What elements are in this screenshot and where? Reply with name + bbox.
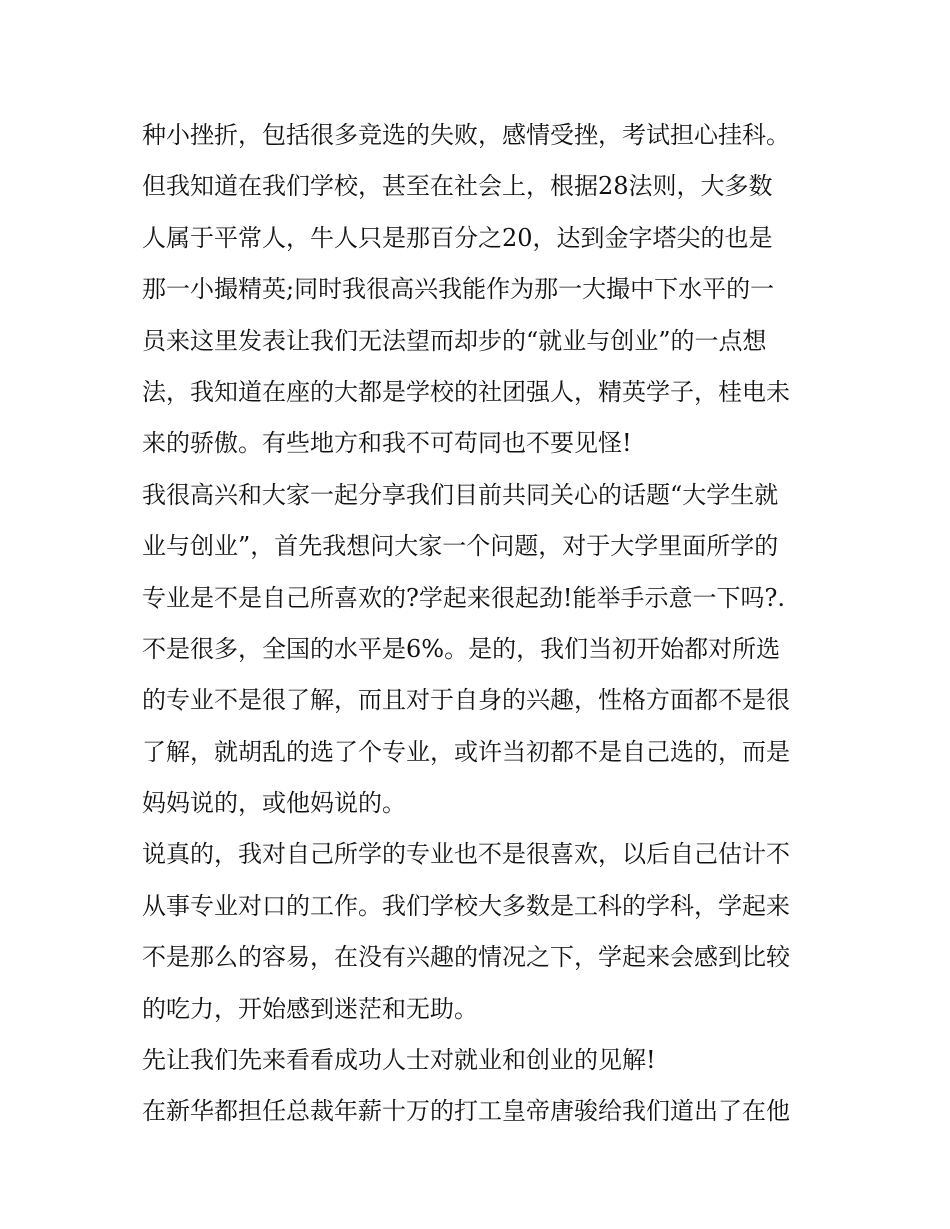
text-line: 专业是不是自己所喜欢的?学起来很起劲!能举手示意一下吗?. [142, 583, 786, 612]
text-line: 不是那么的容易，在没有兴趣的情况之下，学起来会感到比较 [142, 943, 790, 972]
text-line: 但我知道在我们学校，甚至在社会上，根据28法则，大多数 [142, 172, 773, 201]
body-text [142, 110, 822, 1138]
text-line: 妈妈说的，或他妈说的。 [142, 789, 406, 818]
text-line: 从事专业对口的工作。我们学校大多数是工科的学科，学起来 [142, 891, 790, 920]
text-line: 种小挫折，包括很多竞选的失败，感情受挫，考试担心挂科。 [142, 121, 790, 149]
text-line: 的专业不是很了解，而且对于自身的兴趣，性格方面都不是很 [142, 686, 790, 715]
text-line: 我很高兴和大家一起分享我们目前共同关心的话题“大学生就 [142, 480, 779, 509]
text-line: 了解，就胡乱的选了个专业，或许当初都不是自己选的，而是 [142, 737, 790, 766]
text-line: 的吃力，开始感到迷茫和无助。 [142, 994, 478, 1023]
text-line: 法，我知道在座的大都是学校的社团强人，精英学子，桂电未 [142, 377, 790, 406]
text-line: 先让我们先来看看成功人士对就业和创业的见解! [142, 1046, 656, 1075]
text-line: 那一小撮精英;同时我很高兴我能作为那一大撮中下水平的一 [142, 275, 775, 304]
text-line: 在新华都担任总裁年薪十万的打工皇帝唐骏给我们道出了在他 [142, 1097, 790, 1126]
text-line: 业与创业”，首先我想问大家一个问题，对于大学里面所学的 [142, 532, 779, 561]
text-line: 员来这里发表让我们无法望而却步的“就业与创业”的一点想 [142, 326, 767, 355]
text-line: 来的骄傲。有些地方和我不可苟同也不要见怪! [142, 429, 632, 458]
text-line: 说真的，我对自己所学的专业也不是很喜欢，以后自己估计不 [142, 840, 790, 869]
text-line: 不是很多，全国的水平是6%。是的，我们当初开始都对所选 [142, 634, 781, 663]
text-line: 人属于平常人，牛人只是那百分之20，达到金字塔尖的也是 [142, 223, 773, 252]
